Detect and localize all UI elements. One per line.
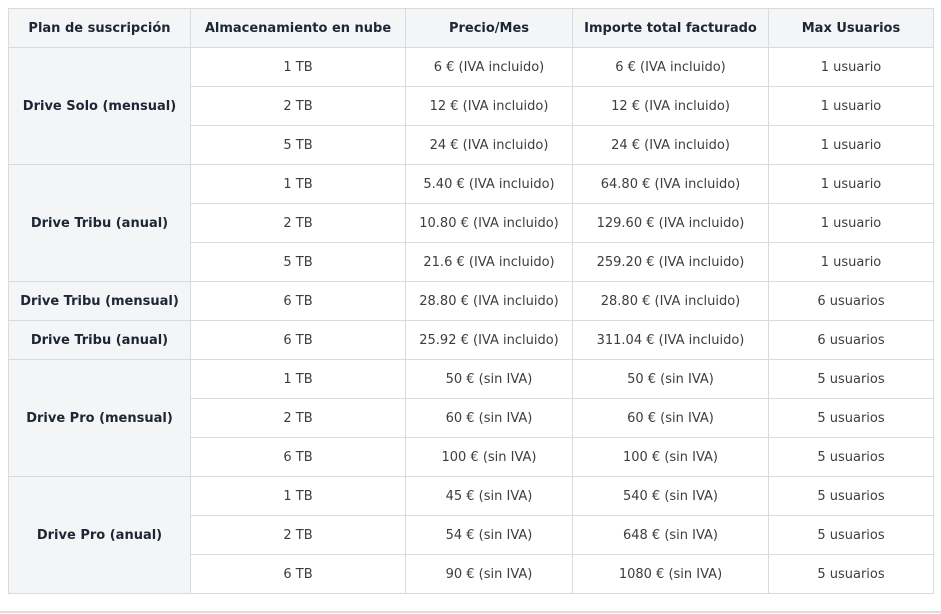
storage-cell: 2 TB: [191, 204, 406, 243]
total-cell: 28.80 € (IVA incluido): [573, 282, 769, 321]
storage-cell: 2 TB: [191, 87, 406, 126]
price-cell: 10.80 € (IVA incluido): [406, 204, 573, 243]
total-cell: 129.60 € (IVA incluido): [573, 204, 769, 243]
table-row: [9, 321, 934, 360]
table-row: [9, 165, 934, 204]
total-cell: 1080 € (sin IVA): [573, 555, 769, 594]
price-cell: 50 € (sin IVA): [406, 360, 573, 399]
storage-cell: 6 TB: [191, 321, 406, 360]
price-cell: 100 € (sin IVA): [406, 438, 573, 477]
pricing-table-container: [8, 8, 934, 594]
table-row: [9, 282, 934, 321]
horizontal-scrollbar[interactable]: [0, 611, 941, 613]
total-cell: 24 € (IVA incluido): [573, 126, 769, 165]
total-cell: 12 € (IVA incluido): [573, 87, 769, 126]
table-row: [9, 48, 934, 87]
users-cell: 5 usuarios: [769, 555, 934, 594]
table-row: [9, 477, 934, 516]
plan-cell: Drive Pro (mensual): [9, 360, 191, 477]
storage-cell: 2 TB: [191, 399, 406, 438]
price-cell: 60 € (sin IVA): [406, 399, 573, 438]
column-header: Almacenamiento en nube: [191, 9, 406, 48]
users-cell: 1 usuario: [769, 87, 934, 126]
storage-cell: 6 TB: [191, 438, 406, 477]
price-cell: 90 € (sin IVA): [406, 555, 573, 594]
header-row: [9, 9, 934, 48]
users-cell: 5 usuarios: [769, 477, 934, 516]
total-cell: 648 € (sin IVA): [573, 516, 769, 555]
total-cell: 50 € (sin IVA): [573, 360, 769, 399]
plan-cell: Drive Tribu (mensual): [9, 282, 191, 321]
price-cell: 54 € (sin IVA): [406, 516, 573, 555]
users-cell: 5 usuarios: [769, 516, 934, 555]
price-cell: 12 € (IVA incluido): [406, 87, 573, 126]
plan-cell: Drive Solo (mensual): [9, 48, 191, 165]
storage-cell: 1 TB: [191, 165, 406, 204]
column-header: Plan de suscripción: [9, 9, 191, 48]
price-cell: 24 € (IVA incluido): [406, 126, 573, 165]
plan-cell: Drive Pro (anual): [9, 477, 191, 594]
storage-cell: 6 TB: [191, 555, 406, 594]
storage-cell: 6 TB: [191, 282, 406, 321]
column-header: Max Usuarios: [769, 9, 934, 48]
total-cell: 60 € (sin IVA): [573, 399, 769, 438]
column-header: Importe total facturado: [573, 9, 769, 48]
total-cell: 6 € (IVA incluido): [573, 48, 769, 87]
column-header: Precio/Mes: [406, 9, 573, 48]
storage-cell: 5 TB: [191, 243, 406, 282]
storage-cell: 2 TB: [191, 516, 406, 555]
plan-cell: Drive Tribu (anual): [9, 165, 191, 282]
plan-cell: Drive Tribu (anual): [9, 321, 191, 360]
storage-cell: 1 TB: [191, 477, 406, 516]
users-cell: 1 usuario: [769, 48, 934, 87]
price-cell: 45 € (sin IVA): [406, 477, 573, 516]
users-cell: 6 usuarios: [769, 282, 934, 321]
users-cell: 1 usuario: [769, 243, 934, 282]
table-row: [9, 360, 934, 399]
price-cell: 5.40 € (IVA incluido): [406, 165, 573, 204]
price-cell: 21.6 € (IVA incluido): [406, 243, 573, 282]
pricing-table: [8, 8, 934, 594]
total-cell: 311.04 € (IVA incluido): [573, 321, 769, 360]
users-cell: 5 usuarios: [769, 399, 934, 438]
users-cell: 5 usuarios: [769, 438, 934, 477]
price-cell: 28.80 € (IVA incluido): [406, 282, 573, 321]
total-cell: 64.80 € (IVA incluido): [573, 165, 769, 204]
total-cell: 100 € (sin IVA): [573, 438, 769, 477]
users-cell: 1 usuario: [769, 126, 934, 165]
users-cell: 1 usuario: [769, 165, 934, 204]
users-cell: 6 usuarios: [769, 321, 934, 360]
storage-cell: 1 TB: [191, 360, 406, 399]
users-cell: 1 usuario: [769, 204, 934, 243]
total-cell: 259.20 € (IVA incluido): [573, 243, 769, 282]
price-cell: 6 € (IVA incluido): [406, 48, 573, 87]
users-cell: 5 usuarios: [769, 360, 934, 399]
storage-cell: 1 TB: [191, 48, 406, 87]
storage-cell: 5 TB: [191, 126, 406, 165]
total-cell: 540 € (sin IVA): [573, 477, 769, 516]
price-cell: 25.92 € (IVA incluido): [406, 321, 573, 360]
